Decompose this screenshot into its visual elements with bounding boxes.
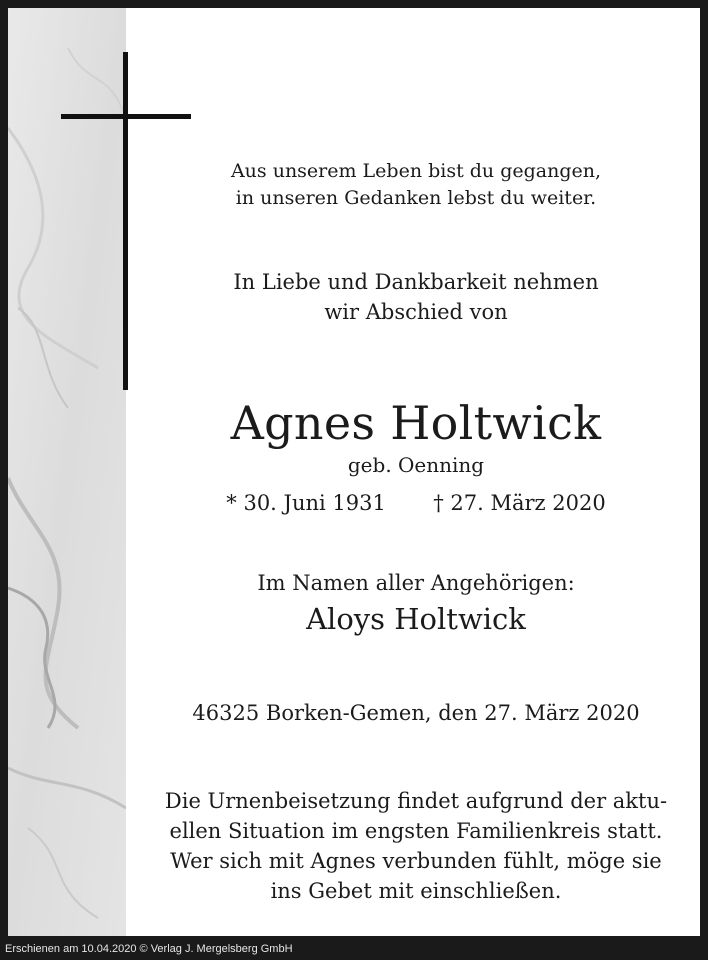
cross-icon-horizontal <box>61 114 191 119</box>
notice-line-1: Die Urnenbeisetzung findet aufgrund der aktu- <box>164 789 668 813</box>
signature-label: Im Namen aller Angehörigen: <box>257 571 575 595</box>
deceased-name: Agnes Holtwick <box>230 396 602 450</box>
intro-line-2: wir Abschied von <box>324 300 508 324</box>
publication-footer: Erschienen am 10.04.2020 © Verlag J. Mergelsberg GmbH <box>5 943 293 955</box>
verse-line-2: in unseren Gedanken lebst du weiter. <box>235 187 597 209</box>
notice-line-2: ellen Situation im engsten Familienkreis statt. <box>169 819 663 843</box>
obituary-card <box>8 8 700 936</box>
life-dates <box>126 491 700 515</box>
cross-icon-vertical <box>123 52 128 390</box>
notice-line-3: Wer sich mit Agnes verbunden fühlt, möge sie <box>170 849 662 873</box>
born-name: geb. Oenning <box>347 453 485 477</box>
place-date: 46325 Borken-Gemen, den 27. März 2020 <box>192 701 640 725</box>
notice-line-4: ins Gebet mit einschließen. <box>270 879 562 903</box>
signature-name: Aloys Holtwick <box>306 602 526 636</box>
verse-line-1: Aus unserem Leben bist du gegangen, <box>230 160 602 182</box>
birth-date: * 30. Juni 1931 <box>226 491 386 515</box>
death-date: † 27. März 2020 <box>433 491 606 515</box>
intro-line-1: In Liebe und Dankbarkeit nehmen <box>233 270 599 294</box>
marble-texture-panel <box>8 8 126 936</box>
